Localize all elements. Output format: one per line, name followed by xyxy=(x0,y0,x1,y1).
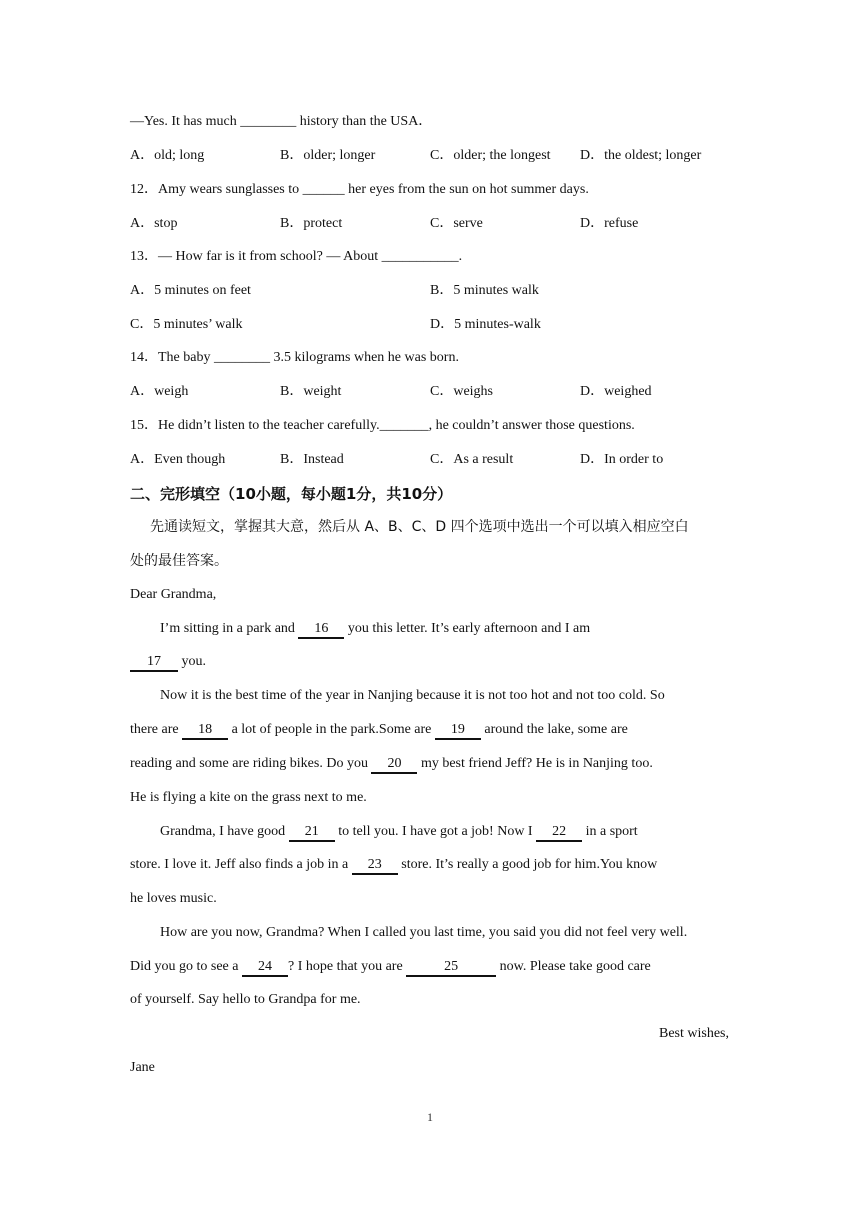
letter-text: store. I love it. Jeff also finds a job in a xyxy=(130,857,352,872)
letter-p4-line3: of yourself. Say hello to Grandpa for me. xyxy=(130,992,361,1007)
blank-16[interactable]: 16 xyxy=(298,621,344,639)
q12-options xyxy=(130,214,740,234)
blank-18[interactable]: 18 xyxy=(182,722,228,740)
q14-option-d[interactable]: D．weighed xyxy=(580,384,652,399)
blank-21[interactable]: 21 xyxy=(289,824,335,842)
letter-text: reading and some are riding bikes. Do you xyxy=(130,756,372,771)
letter-text: there are xyxy=(130,722,183,737)
letter-text: Did you go to see a xyxy=(130,959,242,974)
letter-closing: Best wishes, xyxy=(659,1026,729,1041)
letter-p4-line2 xyxy=(130,957,740,977)
letter-greeting: Dear Grandma, xyxy=(130,587,217,602)
letter-signature: Jane xyxy=(130,1060,155,1075)
q12-option-b[interactable]: B．protect xyxy=(280,216,343,231)
q15-option-d[interactable]: D．In order to xyxy=(580,452,664,467)
letter-p1-line2 xyxy=(130,652,740,672)
letter-text: now. Please take good care xyxy=(496,959,651,974)
letter-p3-line3: he loves music. xyxy=(130,891,217,906)
q11-option-d[interactable]: D．the oldest; longer xyxy=(580,148,702,163)
letter-p2-line3 xyxy=(130,754,740,774)
letter-text: a lot of people in the park.Some are xyxy=(228,722,435,737)
section2-instruction-line1: 先通读短文，掌握其大意，然后从 A、B、C、D 四个选项中选出一个可以填入相应空白 xyxy=(150,519,689,535)
letter-text: you this letter. It’s early afternoon and I am xyxy=(344,621,591,636)
letter-p2-line1: Now it is the best time of the year in Nanjing because it is not too hot and not too cold. So xyxy=(160,688,665,703)
section2-title: 二、完形填空（10小题，每小题1分，共10分） xyxy=(130,485,453,503)
q14-option-c[interactable]: C．weighs xyxy=(430,384,493,399)
blank-25[interactable]: 25 xyxy=(406,959,496,977)
letter-text: to tell you. I have got a job! Now I xyxy=(334,824,537,839)
letter-text: around the lake, some are xyxy=(480,722,628,737)
q12-option-d[interactable]: D．refuse xyxy=(580,216,639,231)
q12-option-a[interactable]: A．stop xyxy=(130,216,178,231)
blank-22[interactable]: 22 xyxy=(536,824,582,842)
q14-stem: 14．The baby ________ 3.5 kilograms when he was born. xyxy=(130,350,459,365)
page-number: 1 xyxy=(427,1110,433,1124)
blank-23[interactable]: 23 xyxy=(352,857,398,875)
letter-text: my best friend Jeff? He is in Nanjing too. xyxy=(417,756,653,771)
letter-p3-line2 xyxy=(130,855,740,875)
q15-stem: 15．He didn’t listen to the teacher carefully._______, he couldn’t answer those questions. xyxy=(130,418,635,433)
letter-text: ? I hope that you are xyxy=(287,959,407,974)
q11-stem-pre: —Yes. It has much xyxy=(130,114,241,129)
q13-option-b[interactable]: B．5 minutes walk xyxy=(430,283,539,298)
q11-option-c[interactable]: C．older; the longest xyxy=(430,148,551,163)
letter-text: in a sport xyxy=(582,824,638,839)
q13-options-row1 xyxy=(130,281,740,301)
q11-option-a[interactable]: A．old; long xyxy=(130,148,205,163)
q12-option-c[interactable]: C．serve xyxy=(430,216,483,231)
letter-p3-line1 xyxy=(160,822,740,842)
q12-stem: 12．Amy wears sunglasses to ______ her eyes from the sun on hot summer days. xyxy=(130,182,589,197)
q11-stem-post: history than the USA． xyxy=(296,114,433,129)
q11-option-b[interactable]: B．older; longer xyxy=(280,148,376,163)
letter-p2-line2 xyxy=(130,720,740,740)
blank-24[interactable]: 24 xyxy=(242,959,288,977)
q13-option-a[interactable]: A．5 minutes on feet xyxy=(130,283,251,298)
letter-text: you. xyxy=(178,654,206,669)
letter-text: I’m sitting in a park and xyxy=(160,621,299,636)
q11-options xyxy=(130,146,740,166)
blank-19[interactable]: 19 xyxy=(435,722,481,740)
section2-instruction-line2: 处的最佳答案。 xyxy=(130,553,228,569)
blank-20[interactable]: 20 xyxy=(371,756,417,774)
q14-option-b[interactable]: B．weight xyxy=(280,384,342,399)
letter-p1-line1 xyxy=(160,619,740,639)
letter-p4-line1: How are you now, Grandma? When I called you last time, you said you did not feel very well. xyxy=(160,925,688,940)
q11-stem xyxy=(130,112,740,132)
q11-blank: ________ xyxy=(240,114,297,129)
q14-option-a[interactable]: A．weigh xyxy=(130,384,189,399)
q13-stem: 13．— How far is it from school? — About ___________. xyxy=(130,249,463,264)
q15-options xyxy=(130,450,740,470)
q13-option-c[interactable]: C．5 minutes’ walk xyxy=(130,317,243,332)
blank-17[interactable]: 17 xyxy=(130,654,178,672)
letter-p2-line4: He is flying a kite on the grass next to me. xyxy=(130,790,367,805)
letter-text: Grandma, I have good xyxy=(160,824,289,839)
q14-options xyxy=(130,382,740,402)
q15-option-b[interactable]: B．Instead xyxy=(280,452,344,467)
q15-option-c[interactable]: C．As a result xyxy=(430,452,514,467)
letter-text: store. It’s really a good job for him.You know xyxy=(397,857,658,872)
q15-option-a[interactable]: A．Even though xyxy=(130,452,226,467)
q13-option-d[interactable]: D．5 minutes-walk xyxy=(430,317,541,332)
q13-options-row2 xyxy=(130,315,740,335)
